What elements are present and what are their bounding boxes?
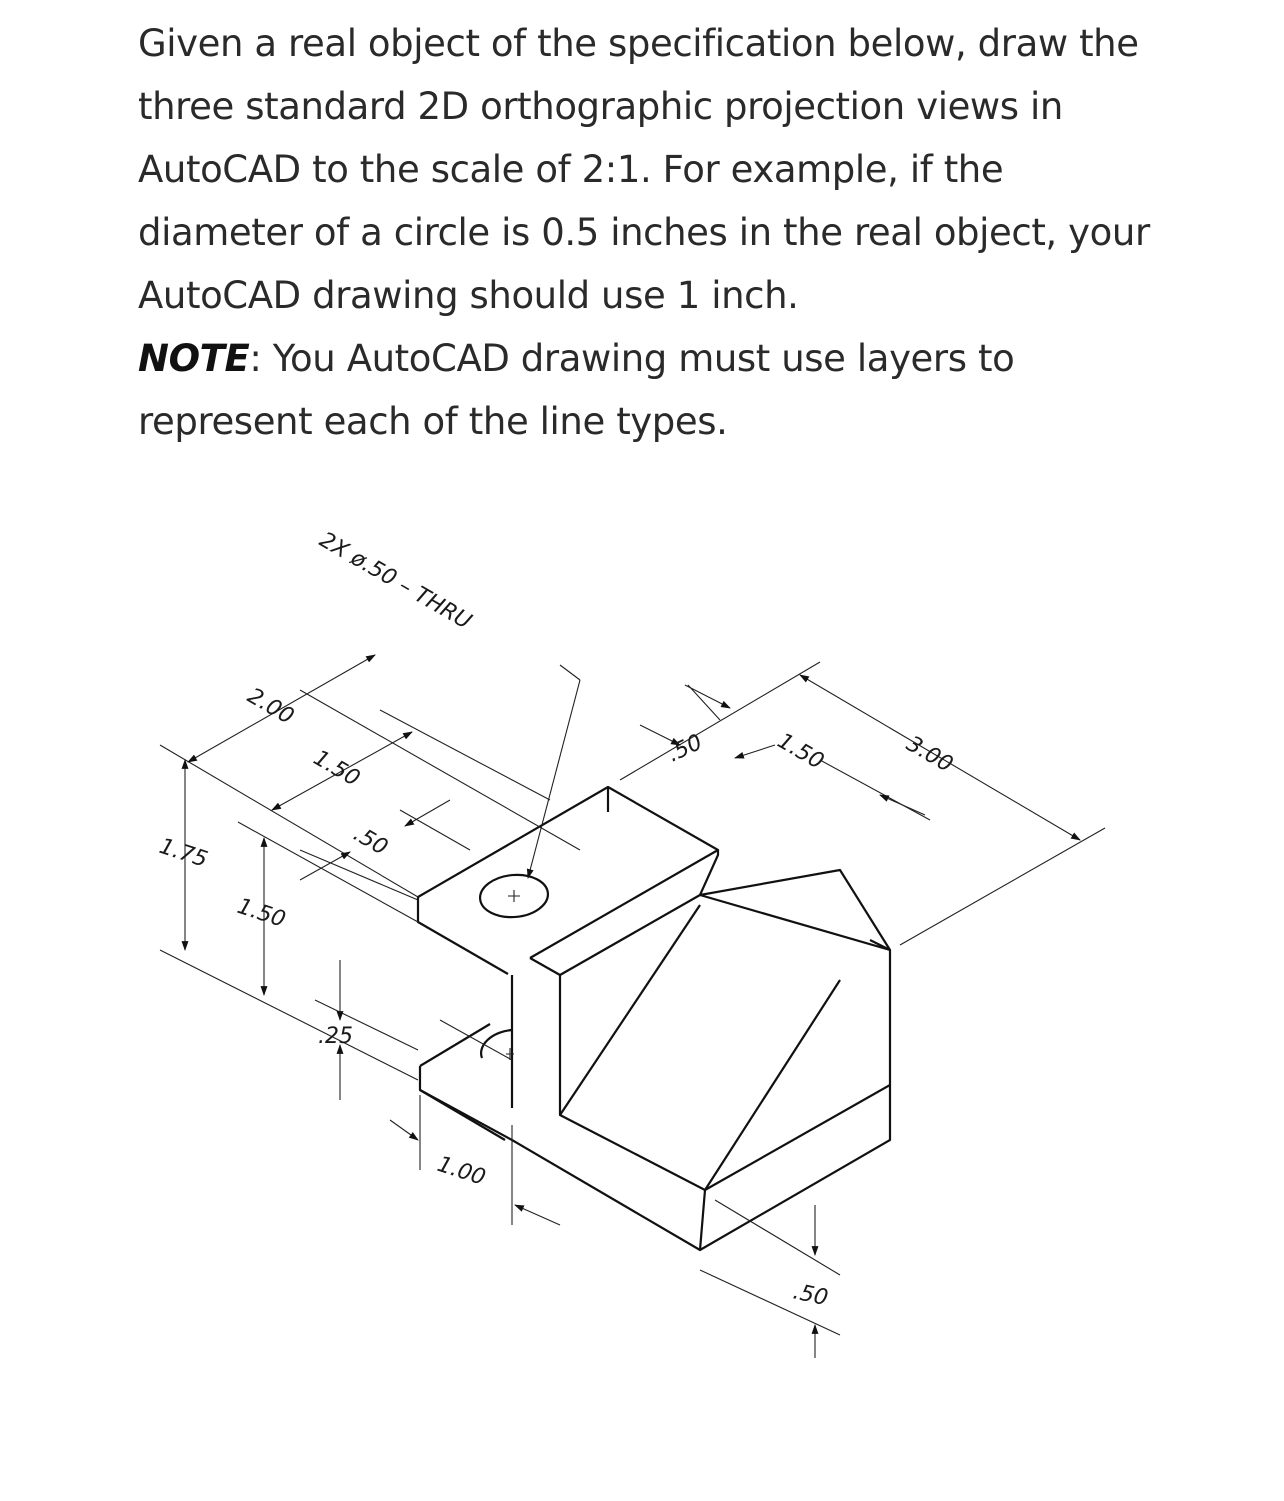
dim-1-50-top: 1.50 <box>773 728 828 775</box>
dim-50-left: .50 <box>349 821 392 861</box>
dim-50-bottom: .50 <box>790 1279 831 1312</box>
note-label: NOTE <box>138 337 250 380</box>
dim-1-75: 1.75 <box>156 833 211 873</box>
note-text: : You AutoCAD drawing must use layers to represent each of the line types. <box>138 337 1015 443</box>
dimension-labels <box>156 528 957 1312</box>
dim-1-00: 1.00 <box>434 1151 489 1191</box>
dim-1-50-height: 1.50 <box>234 893 289 933</box>
dim-2-00: 2.00 <box>243 683 298 730</box>
extension-lines <box>160 662 1105 1335</box>
dim-3-00: 3.00 <box>902 731 957 778</box>
hole-callout: 2X ø.50 – THRU <box>315 527 476 635</box>
problem-text: Given a real object of the specification below, draw the three standard 2D orthographic projection views in AutoCAD to the scale of 2:1. For example, if the diameter of a circle is 0.5 inches in the real object, your AutoCAD drawing should use 1 inch. <box>138 22 1150 317</box>
dim-1-50-left: 1.50 <box>309 745 364 792</box>
dim-25: .25 <box>318 1024 353 1049</box>
part-outline <box>418 787 890 1250</box>
dim-50-top: .50 <box>663 729 707 768</box>
